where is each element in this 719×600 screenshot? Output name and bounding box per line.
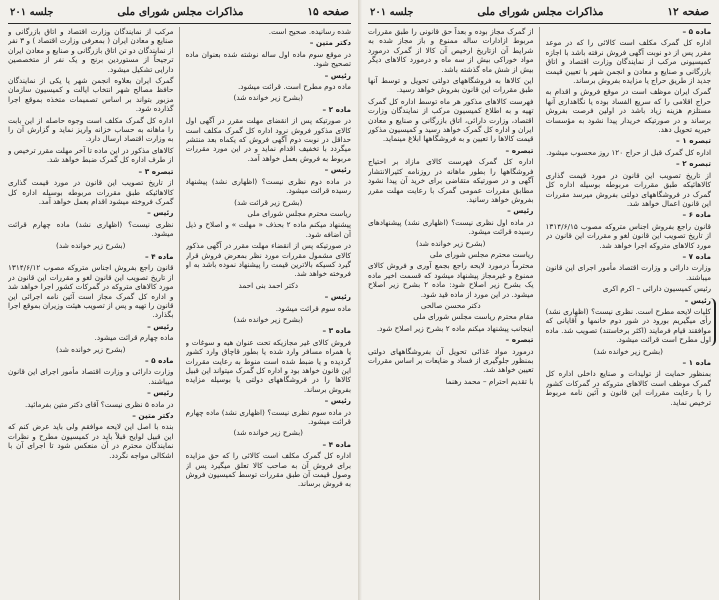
paragraph: اینجانب پیشنهاد میکنم ماده ۲ بشرح زیر اصلاح شود. [376, 323, 534, 333]
speaker-name: دکتر متین – [132, 411, 174, 421]
centered-note: دکتر محسن صالحی [420, 300, 481, 310]
text-columns [8, 27, 351, 600]
paragraph: پیشنهاد میکنم ماده ۲ بحذف « مهلت » و اصلاح و ذیل آن اضافه شود. [185, 220, 351, 239]
article-label: ماده ۵ – [682, 27, 711, 36]
page-header [368, 4, 711, 24]
centered-note: دکتر احمد بنی احمد [238, 280, 298, 290]
paragraph: شده رسانیده. صحیح است. [268, 27, 351, 36]
article-label: ماده ۴ – [322, 439, 351, 449]
article-label: ماده ۱ – [682, 358, 711, 367]
paragraph: با تقدیم احترام – محمد رهنما [445, 376, 534, 386]
paragraph: ماده سوم قرائت میشود. [275, 303, 351, 313]
paragraph: وزارت دارائی و وزارت اقتصاد مأمور اجرای این قانون میباشند. [8, 367, 174, 386]
page-header [8, 4, 351, 24]
article-label: ماده ۵ – [144, 356, 174, 365]
paragraph: گمرک ایران بعلاوه انجمن شهر یا یکی از نمایندگان حافظ مصالح شهر انتخاب ایالت و کمیسیون سازمان مزبور بتواند بر اساس تصمیمات متخذه بموقع اجرا گذارده شود. [8, 76, 174, 114]
paragraph: از تاریخ تصویب این قانون در مورد قیمت گذاری کالاهائیکه طبق مقررات مربوطه بوسیله اداره کل گمرک در فروشگاههای دولتی بفروش میرسد مقررات این قانون اعمال خواهد شد. [545, 170, 711, 208]
paragraph: قانون راجع بفروش اجناس متروکه مصوب ۱۳۱۴/۶/۱۵ از تاریخ تصویب این قانون لغو و مقررات این قانون در مورد کالاهای متروکه اجرا خواهد شد. [545, 221, 711, 250]
article-label: ماده ۷ – [682, 251, 711, 261]
paragraph: اداره کل گمرک فهرست کالای مازاد بر احتیاج فروشگاهها را بطور ماهانه در روزنامه کثیرالانتشار آگهی و در صورتیکه متقاضی برای خرید آن پیدا نشود مطابق مقررات عمومی گمرک با رعایت مهلت مقرر بفروش خواهد رسانید. [368, 157, 534, 204]
paragraph: ماده چهارم قرائت میشود. [94, 333, 174, 343]
paragraph: در صورتیکه پس از انقضاء مهلت مقرر در آگهی مذکور کالای مشمول مقررات مورد نظر بمعرض فروش قرار گیرد کسیکه بالاترین قیمت را پیشنهاد نموده باشد به او فروخته خواهد شد. [185, 241, 351, 279]
text-columns [368, 27, 711, 600]
centered-note: (بشرح زیر خوانده شد) [233, 428, 303, 438]
page-title: مذاکرات مجلس شورای ملی [117, 6, 244, 18]
margin-bracket-mark [710, 298, 716, 346]
article-label: تبصره – [505, 335, 534, 345]
speaker-name: رئیس – [324, 292, 351, 302]
paragraph: کلیات لایحه مطرح است. نظری نیست؟ (اظهاری نشد) رأی میگیریم بورود در شور دوم خانمها و آقایانی که موافقند قیام فرمایند (اکثر برخاستند) تصویب شد. ماده اول مطرح است قرائت میشود. [545, 306, 711, 345]
paragraph: ریاست محترم مجلس شورای ملی [247, 208, 351, 218]
centered-note: (بشرح زیر خوانده شد) [56, 240, 126, 250]
paragraph: در ماده اول نظری نیست؟ (اظهاری نشد) پیشنهادهای رسیده قرائت میشود. [368, 217, 534, 237]
paragraph: مقام محترم ریاست مجلس شورای ملی [413, 312, 534, 322]
paragraph: قانون راجع بفروش اجناس متروکه مصوب ۱۳۱۴/۶/۱۲ از تاریخ تصویب این قانون لغو و مقررات این قانون در مورد کالاهای متروکه در گمرکات کشور اجرا خواهد شد و اداره کل گمرک مجاز است آئین نامه اجرائی این قانون را تهیه و پس از تصویب هیئت وزیران بموقع اجرا بگذارد. [8, 263, 174, 320]
session-number: جلسه ۲۰۱ [10, 7, 54, 18]
centered-note: (بشرح زیر خوانده شد) [233, 314, 303, 324]
session-number: جلسه ۲۰۱ [370, 7, 414, 18]
centered-note: (بشرح زیر قرائت شد) [234, 197, 303, 207]
paragraph: درمورد مواد غذائی تحویل آن بفروشگاههای دولتی بمنظور جلوگیری از فساد و ضایعات بر اساس مقررات تعیین خواهد شد. [368, 346, 534, 375]
paragraph: مرکب از نمایندگان وزارت اقتصاد و اتاق بازرگانی و صنایع و معادن ایران ( بمعرفی وزارت اقتصاد ) و ۳ نفر از نمایندگان دو تن اتاق بازرگانی و صنایع و معادن ایران ترجیحاً از مستوردین برنج و یک نفر از متخصصین دارایی تشکیل میشود. [8, 27, 174, 74]
paragraph: بنده با اصل این لایحه موافقم ولی باید عرض کنم که این قبیل لوایح قبلاً باید در کمیسیون مطرح و نظرات نمایندگان محترم در آن منعکس شود تا اجرای آن با اشکالی مواجه نگردد. [8, 422, 174, 460]
page-number: صفحه ۱۵ [307, 6, 349, 18]
speaker-name: رئیس – [324, 70, 351, 80]
paragraph: فروش کالای غیر مجازیکه تحت عنوان هیه و سوغات و یا همراه مسافر وارد شده یا بطور قاچاق وارد کشور گردیده و یا ضبط شده است منوط به رعایت مقررات این قانون خواهد بود و اداره کل گمرک میتواند این قبیل کالاها را در فروشگاههای دولتی یا بوسیله مزایده بفروش برساند. [185, 337, 351, 394]
paragraph: کالاهای مذکور در این ماده تا آخر مهلت مقرر ترخیص و از طرف اداره کل گمرک ضبط خواهد شد. [8, 145, 174, 165]
article-label: ماده ۶ – [682, 210, 711, 220]
text-column [546, 27, 712, 600]
paragraph: ریاست محترم مجلس شورای ملی [429, 249, 534, 259]
speaker-name: رئیس – [684, 295, 711, 305]
right-page [360, 0, 719, 600]
paragraph: اداره کل گمرک مکلف است وجوه حاصله از این بابت را ماهانه به حساب خزانه واریز نماید و گزارش آن را به وزارت اقتصاد ارسال دارد. [8, 115, 174, 144]
paragraph: وزارت دارائی و وزارت اقتصاد مأمور اجرای این قانون میباشند. [545, 263, 711, 282]
article-label: تبصره ۲ – [676, 159, 711, 169]
centered-note: (بشرح زیر خوانده شد) [56, 344, 126, 354]
paragraph: اداره کل گمرک مکلف است کالائی را که در موعد مقرر پس از دو نوبت آگهی فروش نرفته باشد با اجازه کمیسیونی مرکب از نمایندگان وزارت اقتصاد و اتاق بازرگانی و صنایع و معادن و انجمن شهر با تعیین قیمت جدید از طریق حراج یا مزایده بفروش برساند. [545, 38, 711, 86]
article-label: تبصره ۳ – [138, 166, 174, 176]
article-label: تبصره – [505, 145, 534, 155]
paragraph: در ماده دوم نظری نیست؟ (اظهاری نشد) پیشنهاد رسیده قرائت میشود. [185, 176, 351, 196]
page-title: مذاکرات مجلس شورای ملی [477, 6, 604, 18]
article-label: ماده ۴ – [144, 251, 174, 261]
centered-note: (بشرح زیر خوانده شد) [593, 346, 663, 356]
paragraph: در موقع سوم ماده اول ساله نوشته شده بعنوان ماده تصحیح شود. [185, 49, 351, 69]
article-label: ماده ۳ – [322, 326, 351, 336]
paragraph: نظری نیست؟ (اظهاری نشد) ماده چهارم قرائت میشود. [8, 219, 174, 239]
paragraph: بمنظور حمایت از تولیدات و صنایع داخلی اداره کل گمرک موظف است کالاهای متروکه در گمرکات کشور را با رعایت مقررات این قانون و آئین نامه مربوط ترخیص نماید. [545, 369, 711, 407]
article-label: ماده ۲ – [322, 104, 351, 114]
speaker-name: رئیس – [324, 165, 351, 175]
paragraph: اداره کل گمرک مکلف است کالائی را که حق مزایده برای فروش آن به صاحب کالا تعلق میگیرد پس از وصول قیمت آن طبق مقررات توسط کمیسیون فروش به فروش برساند. [185, 451, 351, 489]
article-label: تبصره ۱ – [676, 136, 711, 146]
speaker-name: رئیس – [147, 388, 174, 398]
paragraph: رئیس کمیسیون دارائی – اکرم اکری [602, 284, 711, 294]
paragraph: محترماً درمورد لایحه راجع بجمع آوری و فروش کالای ممنوع و غیرمجاز پیشنهاد میشود که قسمت اخیر ماده یک بشرح زیر اصلاح شود: ماده ۲ بشرح زیر اصلاح میشود. در این مورد از ماده قید شود. [368, 261, 534, 299]
speaker-name: دکتر متین – [309, 38, 351, 48]
paragraph: اداره کل گمرک قبل از حراج ۱۲۰ روز محسوب میشود. [546, 147, 711, 157]
text-column [186, 27, 352, 600]
paragraph: ماده دوم مطرح است. قرائت میشود. [237, 82, 351, 92]
speaker-name: رئیس – [147, 208, 174, 218]
speaker-name: رئیس – [324, 396, 351, 406]
centered-note: (بشرح زیر خوانده شد) [416, 238, 486, 248]
speaker-name: رئیس – [147, 321, 174, 331]
text-column [8, 27, 180, 600]
paragraph: در ماده ۵ نظری نیست؟ آقای دکتر متین بفرمائید. [24, 399, 174, 409]
paragraph: در ماده سوم نظری نیست؟ (اظهاری نشد) ماده چهارم قرائت میشود. [185, 407, 351, 427]
paragraph: از گمرک مجاز بوده و بعداً حق قانونی را طبق مقررات مربوط ازادارات ساله ممنوع و باز مجاز شده به شرایط آن ازتاریخ ارخیص آن کالا از گمرک درمورد مواد خوراکی بیش از سه ماه و درمورد کالاهای دیگر بیش از شش ماه گذشته باشد. [368, 27, 534, 74]
paragraph: در صورتیکه پس از انقضای مهلت مقرر در آگهی اول کالای مذکور فروش نرود اداره کل گمرک مکلف است حداقل در نوبت دوم آگهی فروش که یکماه بعد منتشر میگردد با تخفیف اقدام نماید و در این مورد مقررات مربوط به فروش بعمل خواهد آمد. [185, 116, 351, 163]
paragraph: گمرک ایران موظف است در موقع فروش و اقدام به حراج اقلامی را که سریع الفساد بوده یا نگاهداری آنها مستلزم هزینه زیاد باشد در اولین فرصت بفروش برساند و در صورتیکه خریدار پیدا نشود به مؤسسات خیریه تحویل دهد. [545, 87, 711, 135]
paragraph: فهرست کالاهای مذکور هر ماه توسط اداره کل گمرک تهیه و به اطلاع کمیسیون مرکب از نمایندگان وزارت اقتصاد، وزارت دارائی، اتاق بازرگانی و صنایع و معادن ایران و اداره کل گمرک خواهد رسید و کمیسیون مذکور قیمت کالاها را تعیین و به فروشگاهها ابلاغ مینماید. [368, 96, 534, 144]
centered-note: (بشرح زیر خوانده شد) [233, 93, 303, 103]
paragraph: از تاریخ تصویب این قانون در مورد قیمت گذاری کالاهائیکه طبق مقررات مربوطه بوسیله اداره کل گمرک فروخته میشود اقدام بعمل خواهد آمد. [8, 178, 174, 206]
paragraph: این کالاها به فروشگاههای دولتی تحویل و توسط آنها طبق مقررات این قانون بفروش خواهد رسید. [368, 76, 534, 95]
page-number: صفحه ۱۲ [667, 6, 709, 18]
speaker-name: رئیس – [507, 206, 534, 216]
text-column [368, 27, 540, 600]
